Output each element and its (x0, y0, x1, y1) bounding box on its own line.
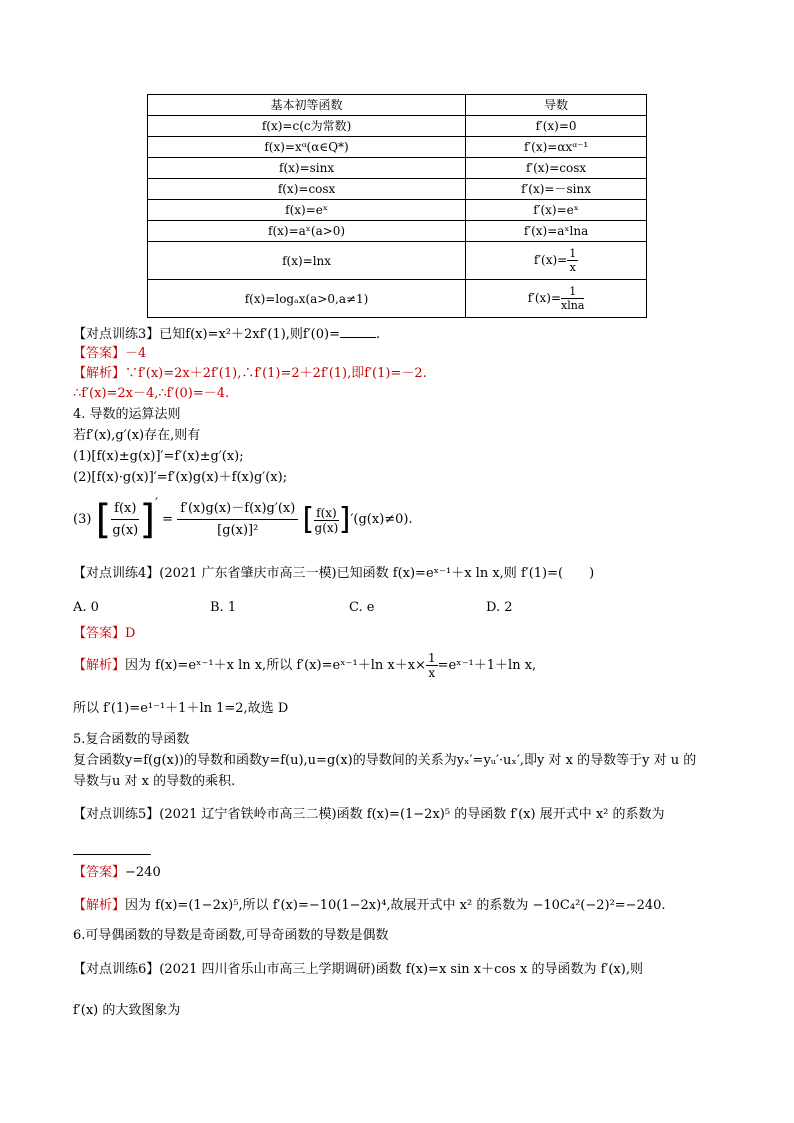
exercise-3-question (73, 325, 380, 344)
table-header-row (148, 95, 647, 116)
fraction-denominator: g(x) (314, 520, 339, 535)
fraction-denominator: x (428, 666, 436, 680)
answer-tag: 【答案】 (73, 626, 126, 641)
question-text: 【对点训练3】已知f(x)=x²＋2xf′(1),则f′(0)= (73, 327, 340, 342)
table-row (148, 179, 647, 200)
option-b: B. 1 (210, 600, 237, 615)
fraction-denominator: [g(x)]² (217, 522, 259, 538)
fraction (314, 506, 339, 535)
table-cell: f′(x)=αxᵅ⁻¹ (466, 137, 647, 158)
section-4-intro: 若f′(x),g′(x)存在,则有 (73, 428, 201, 443)
table-cell: f′(x)=0 (466, 116, 647, 137)
exercise-5-question: 【对点训练5】(2021 辽宁省铁岭市高三二模)函数 f(x)=(1−2x)⁵ 的导函数 f′(x) 展开式中 x² 的系数为 (73, 807, 665, 822)
table-cell: f(x)=aˣ(a>0) (148, 221, 466, 242)
left-bracket: [ (302, 502, 315, 537)
analysis-text: ∵f′(x)=2x＋2f′(1),∴f′(1)=2＋2f′(1),即f′(1)=－2. (125, 366, 427, 381)
table-header-cell: 导数 (466, 95, 647, 116)
exercise-6-question-2: f′(x) 的大致图象为 (73, 1003, 181, 1018)
rule-2: (2)[f(x)·g(x)]′=f′(x)g(x)＋f(x)g′(x); (73, 470, 288, 485)
option-d: D. 2 (486, 600, 513, 615)
table-cell: f′(x)=aˣlna (466, 221, 647, 242)
table-row (148, 280, 647, 318)
section-5-text-2: 导数与u 对 x 的导数的乘积. (73, 774, 236, 789)
exercise-4-question: 【对点训练4】(2021 广东省肇庆市高三一模)已知函数 f(x)=eˣ⁻¹＋x ln x,则 f′(1)=( ) (73, 566, 595, 581)
section-6-title: 6.可导偶函数的导数是奇函数,可导奇函数的导数是偶数 (73, 928, 389, 943)
table-header-cell: 基本初等函数 (148, 95, 466, 116)
left-bracket: [ (95, 497, 112, 543)
fraction-numerator: f(x) (316, 505, 337, 520)
fraction-numerator: f′(x)g(x)－f(x)g′(x) (177, 499, 298, 520)
table-cell: f(x)=eˣ (148, 200, 466, 221)
answer-value: −240 (125, 865, 161, 880)
rule-3 (73, 496, 413, 545)
table-cell: f(x)=xᵅ(α∈Q*) (148, 137, 466, 158)
table-cell: f(x)=lnx (148, 242, 466, 280)
fraction-denominator: g(x) (112, 522, 139, 538)
table-cell: f(x)=sinx (148, 158, 466, 179)
rule-3-suffix: ′(g(x)≠0). (350, 512, 413, 527)
table-cell: f′(x)=－sinx (466, 179, 647, 200)
table-row (148, 221, 647, 242)
table-cell (466, 242, 647, 280)
answer-value: －4 (125, 346, 147, 361)
fraction-numerator: 1 (561, 285, 584, 299)
fraction (426, 651, 438, 680)
derivative-table (147, 94, 647, 318)
section-5-text: 复合函数y=f(g(x))的导数和函数y=f(u),u=g(x)的导数间的关系为yₓ′=yᵤ′·uₓ′,即y 对 x 的导数等于y 对 u 的 (73, 753, 697, 768)
fraction-numerator: 1 (427, 651, 436, 665)
answer-blank (340, 325, 376, 338)
answer-value: D (125, 626, 136, 641)
fraction (567, 247, 578, 274)
table-cell: f(x)=logₐx(a>0,a≠1) (148, 280, 466, 318)
answer-tag: 【答案】 (73, 346, 126, 361)
exercise-5-answer (73, 864, 161, 882)
table-cell: f(x)=c(c为常数) (148, 116, 466, 137)
table-row (148, 137, 647, 158)
exercise-5-analysis (73, 897, 666, 915)
option-c: C. e (349, 600, 375, 615)
exercise-5-blank (73, 840, 151, 861)
fraction (561, 285, 584, 312)
table-cell: f′(x)=eˣ (466, 200, 647, 221)
fraction-denominator: xlna (561, 299, 585, 312)
table-row (148, 158, 647, 179)
right-bracket: ] (139, 497, 156, 543)
formula-prefix: f′(x)= (533, 253, 568, 267)
exercise-4-analysis (73, 648, 536, 684)
analysis-text: 因为 f(x)=(1−2x)⁵,所以 f′(x)=−10(1−2x)⁴,故展开式中 x² 的系数为 −10C₄²(−2)²=−240. (125, 898, 666, 913)
table-row (148, 200, 647, 221)
exercise-4-analysis-line-2: 所以 f′(1)=e¹⁻¹＋1＋ln 1=2,故选 D (73, 701, 289, 716)
prime-mark: ′ (155, 496, 159, 511)
exercise-3-analysis-line-2: ∴f′(x)=2x－4,∴f′(0)=－4. (73, 386, 230, 401)
analysis-text: =eˣ⁻¹＋1＋ln x, (437, 658, 537, 673)
analysis-text: 因为 f(x)=eˣ⁻¹＋x ln x,所以 f′(x)=eˣ⁻¹＋ln x＋x× (125, 658, 426, 673)
fraction-numerator: f(x) (111, 499, 139, 520)
right-bracket: ] (338, 502, 351, 537)
exercise-3-analysis (73, 365, 427, 383)
section-5-title: 5.复合函数的导函数 (73, 732, 190, 747)
rule-3-prefix: (3) (73, 512, 92, 527)
analysis-tag: 【解析】 (73, 658, 126, 673)
exercise-3-answer (73, 345, 146, 363)
table-row (148, 116, 647, 137)
rule-1: (1)[f(x)±g(x)]′=f′(x)±g′(x); (73, 449, 244, 464)
table-cell (466, 280, 647, 318)
exercise-6-question: 【对点训练6】(2021 四川省乐山市高三上学期调研)函数 f(x)=x sin x＋cos x 的导函数为 f′(x),则 (73, 962, 643, 977)
table-row (148, 242, 647, 280)
formula-prefix: f′(x)= (527, 291, 562, 305)
exercise-4-answer (73, 625, 135, 643)
fraction (177, 499, 298, 542)
section-4-title: 4. 导数的运算法则 (73, 407, 181, 422)
fraction (111, 499, 139, 542)
fraction-denominator: x (569, 261, 576, 274)
analysis-tag: 【解析】 (73, 366, 126, 381)
fraction-numerator: 1 (569, 247, 577, 260)
option-a: A. 0 (73, 600, 99, 615)
answer-blank (73, 840, 151, 855)
table-cell: f(x)=cosx (148, 179, 466, 200)
equals-sign: = (162, 512, 174, 527)
answer-tag: 【答案】 (73, 865, 126, 880)
question-text-end: . (375, 327, 381, 342)
table-cell: f′(x)=cosx (466, 158, 647, 179)
analysis-tag: 【解析】 (73, 898, 126, 913)
